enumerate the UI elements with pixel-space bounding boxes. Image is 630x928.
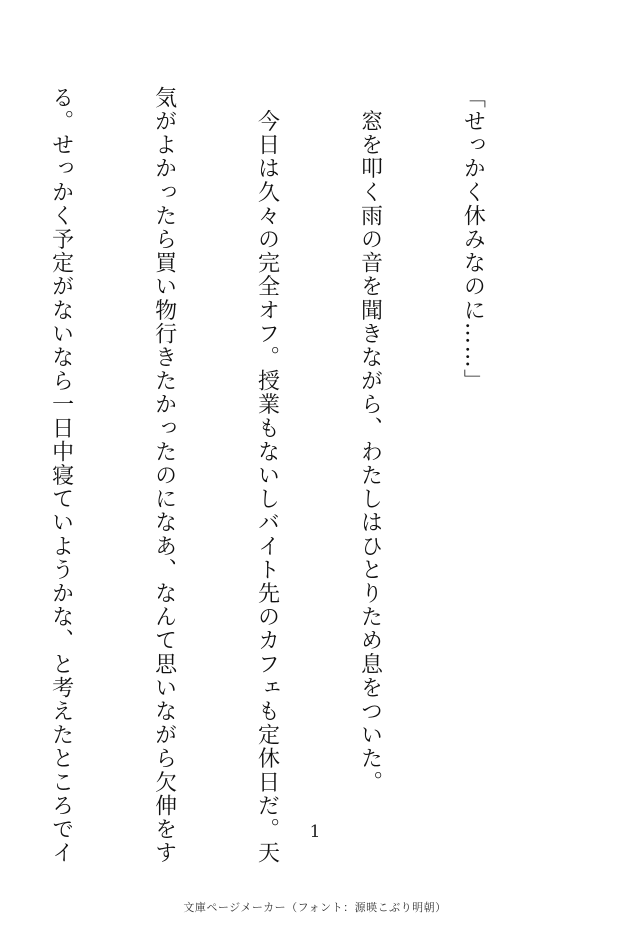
text-line: る。せっかく予定がないなら一日中寝ていようかな、と考えたところでイ: [48, 86, 74, 865]
text-line: 「せっかく休みなのに……」: [460, 86, 486, 393]
page-number: 1: [309, 822, 321, 842]
text-line: 気がよかったら買い物行きたかったのになあ、なんて思いながら欠伸をす: [151, 86, 177, 865]
vertical-text-body: [48, 86, 558, 865]
text-line: 窓を叩く雨の音を聞きながら、わたしはひとりため息をついた。: [357, 86, 383, 794]
text-line: 今日は久々の完全オフ。授業もないしバイト先のカフェも定休日だ。天: [254, 86, 280, 865]
footer-credit: 文庫ページメーカー（フォント：源暎こぶり明朝）: [183, 901, 447, 914]
